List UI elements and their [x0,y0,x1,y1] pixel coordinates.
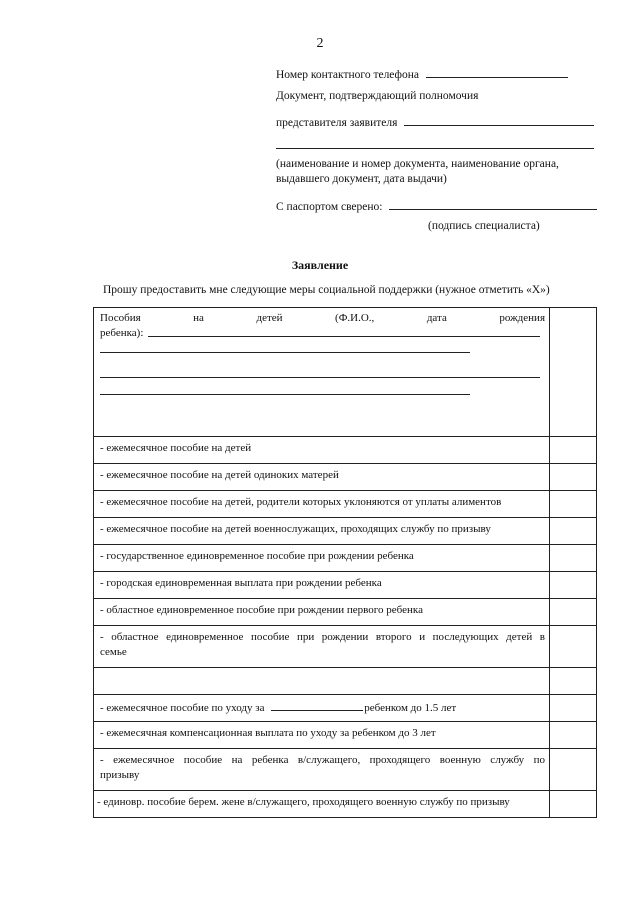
representative-input-line[interactable] [404,114,594,126]
care-label-suffix: ребенком до 1.5 лет [364,702,457,714]
benefit-item: - ежемесячная компенсационная выплата по уходу за ребенком до 3 лет [100,727,436,739]
checkbox-cell[interactable] [550,518,597,545]
table-row [94,545,597,572]
table-row [94,722,597,749]
benefit-item: - областное единовременное пособие при рождении первого ребенка [100,604,423,616]
document-title: Заявление [291,258,349,272]
care-label-prefix: - ежемесячное пособие по уходу за [100,702,265,714]
benefit-item-line-2: семье [100,646,127,658]
authority-document-label: Документ, подтверждающий полномочия [276,90,479,102]
passport-verified-field [276,198,597,213]
table-row [94,599,597,626]
header-words [100,311,545,326]
child-info-line[interactable] [100,394,470,395]
representative-label: представителя заявителя [276,117,398,129]
table-row [94,572,597,599]
checkbox-cell[interactable] [550,599,597,626]
benefit-item: - ежемесячное пособие на детей военнослужащих, проходящих службу по призыву [100,523,491,535]
benefit-item-care [94,695,549,716]
specialist-signature-caption: (подпись специалиста) [428,220,540,232]
representative-field [276,114,594,129]
header-word: детей [256,312,283,324]
benefit-item-line-1: - областное единовременное пособие при рождении второго и последующих детей в [100,631,545,643]
checkbox-cell[interactable] [550,791,597,818]
checkbox-cell[interactable] [550,749,597,791]
table-row [94,749,597,791]
benefit-item: - государственное единовременное пособие при рождении ребенка [100,550,414,562]
document-details-line[interactable] [276,148,594,149]
intro-text: Прошу предоставить мне следующие меры социальной поддержки (нужное отметить «Х») [103,284,550,296]
contact-phone-label: Номер контактного телефона [276,69,420,81]
header-word: Пособия [100,312,141,324]
checkbox-cell[interactable] [550,668,597,695]
contact-phone-field [276,66,568,81]
table-row [94,308,597,437]
contact-phone-input-line[interactable] [426,66,568,78]
benefit-item: - городская единовременная выплата при рождении ребенка [100,577,382,589]
passport-verified-label: С паспортом сверено: [276,201,383,213]
table-row [94,491,597,518]
benefits-table [93,307,597,818]
table-row [94,695,597,722]
page-number: 2 [316,36,324,51]
table-row [94,437,597,464]
checkbox-cell[interactable] [550,695,597,722]
checkbox-cell[interactable] [550,626,597,668]
child-info-line[interactable] [148,336,540,337]
header-word: на [193,312,204,324]
benefit-item-second-child [94,626,549,660]
checkbox-cell[interactable] [550,491,597,518]
child-info-line[interactable] [100,352,470,353]
checkbox-cell[interactable] [550,545,597,572]
header-word: (Ф.И.О., [335,312,375,324]
document-hint-line-1: (наименование и номер документа, наименование органа, [276,158,559,170]
benefit-item: - ежемесячное пособие на детей, родители которых уклоняются от уплаты алиментов [100,496,502,508]
checkbox-cell[interactable] [550,722,597,749]
benefit-item: - ежемесячное пособие на детей одиноких матерей [100,469,339,481]
benefit-item: - ежемесячное пособие на детей [100,442,252,454]
checkbox-cell[interactable] [550,464,597,491]
child-order-input-line[interactable] [271,699,363,711]
header-line-2: ребенка): [100,327,144,339]
table-row [94,464,597,491]
header-word: дата [426,312,447,324]
benefit-item-line-1: - ежемесячное пособие на ребенка в/служащего, проходящего военную службу по [100,754,545,766]
benefit-item-serviceman-child [94,749,549,783]
table-row [94,626,597,668]
checkbox-cell[interactable] [550,572,597,599]
specialist-signature-line[interactable] [389,198,597,210]
header-word: рождения [499,312,545,324]
children-benefit-header-cell [94,308,550,437]
checkbox-cell[interactable] [550,308,597,437]
child-info-line[interactable] [100,377,540,378]
checkbox-cell[interactable] [550,437,597,464]
document-hint-line-2: выдавшего документ, дата выдачи) [276,173,447,185]
benefit-item: - единовр. пособие берем. жене в/служащего, проходящего военную службу по призыву [97,796,510,808]
table-row [94,518,597,545]
benefit-item-line-2: призыву [100,769,140,781]
table-row-empty [94,668,597,695]
table-row [94,791,597,818]
